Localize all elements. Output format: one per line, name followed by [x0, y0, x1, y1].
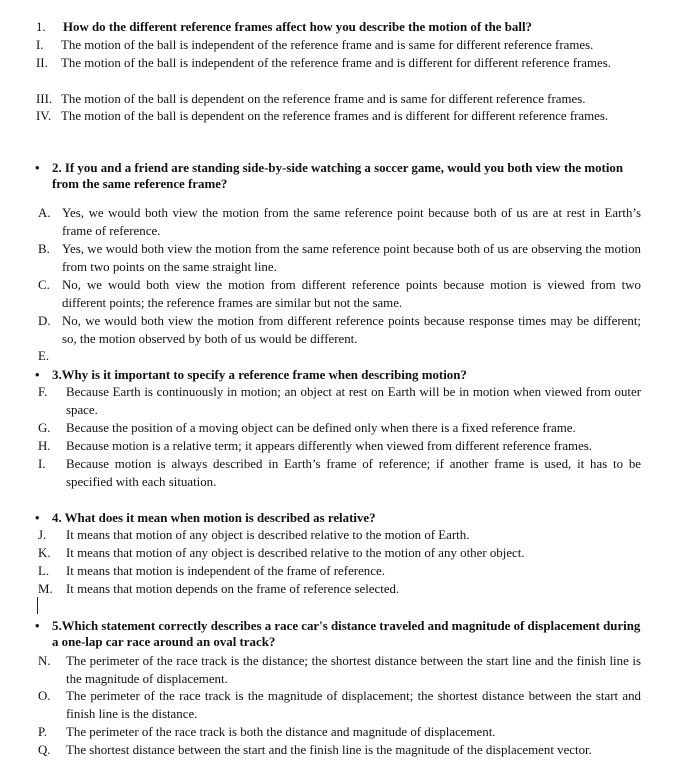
option-item[interactable]: [38, 241, 641, 276]
option-letter: D.: [38, 314, 51, 328]
option-item[interactable]: [38, 205, 641, 240]
option-item[interactable]: [36, 55, 641, 73]
option-text: It means that motion of any object is described relative to the motion of Earth.: [66, 528, 470, 542]
option-letter: O.: [38, 689, 51, 703]
bullet-icon: •: [35, 161, 40, 175]
bullet-icon: •: [35, 619, 40, 633]
question-text: 5.Which statement correctly describes a race car's distance traveled and magnitude of displacement during a one-lap car race around an oval track?: [52, 619, 641, 649]
question-1: [38, 19, 648, 35]
option-text: Yes, we would both view the motion from the same reference point because both of us are at rest in Earth’s frame of reference.: [62, 206, 641, 238]
option-letter: G.: [38, 421, 51, 435]
question-text: 2. If you and a friend are standing side-by-side watching a soccer game, would you both view the motion from the same reference frame?: [52, 161, 624, 191]
option-text: No, we would both view the motion from different reference points because response times may be different; so, the motion observed by both of us would be different.: [62, 314, 641, 346]
option-letter: P.: [38, 725, 47, 739]
option-text: The motion of the ball is independent of the reference frame and is different for different reference frames.: [61, 56, 611, 70]
option-letter: B.: [38, 242, 50, 256]
option-text: It means that motion depends on the frame of reference selected.: [66, 582, 400, 596]
option-letter: M.: [38, 582, 53, 596]
question-5: [35, 618, 641, 650]
text-cursor: [37, 597, 38, 614]
option-item[interactable]: [38, 724, 641, 742]
option-text: It means that motion is independent of the frame of reference.: [66, 564, 385, 578]
option-item[interactable]: [38, 438, 641, 456]
option-item[interactable]: [38, 313, 641, 348]
option-letter: L.: [38, 564, 50, 578]
option-item[interactable]: [36, 91, 641, 109]
option-text: Because motion is a relative term; it appears differently when viewed from different reference frames.: [66, 439, 593, 453]
option-letter: C.: [38, 278, 50, 292]
option-text: Because Earth is continuously in motion; an object at rest on Earth will be in motion when viewed from outer space.: [66, 385, 641, 417]
option-text: The perimeter of the race track is the magnitude of displacement; the shortest distance between the start and finish line is the distance.: [66, 689, 641, 721]
option-letter: K.: [38, 546, 51, 560]
option-text: The shortest distance between the start and the finish line is the magnitude of the displacement vector.: [66, 743, 592, 757]
bullet-icon: •: [35, 368, 40, 382]
option-letter: E.: [38, 349, 50, 363]
option-text: No, we would both view the motion from different reference points because motion is viewed from two different points; the reference frames are similar but not the same.: [62, 278, 641, 310]
question-2: [35, 160, 641, 192]
question-4: [35, 510, 641, 526]
option-letter: Q.: [38, 743, 51, 757]
question-3: [35, 367, 641, 383]
option-text: It means that motion of any object is described relative to the motion of any other object.: [66, 546, 525, 560]
option-text: The perimeter of the race track is both the distance and magnitude of displacement.: [66, 725, 496, 739]
option-text: The perimeter of the race track is the distance; the shortest distance between the start line and the finish line is the magnitude of displacement.: [66, 654, 641, 686]
option-letter: H.: [38, 439, 51, 453]
option-text: The motion of the ball is dependent on the reference frame and is same for different reference frames.: [61, 92, 586, 106]
option-item[interactable]: [38, 742, 641, 760]
option-item[interactable]: [38, 527, 641, 545]
question-number: 1.: [36, 20, 46, 34]
option-letter: J.: [38, 528, 47, 542]
option-letter: II.: [36, 56, 48, 70]
option-item[interactable]: [38, 456, 641, 491]
option-text: The motion of the ball is dependent on the reference frames and is different for different reference frames.: [61, 109, 609, 123]
question-text: How do the different reference frames affect how you describe the motion of the ball?: [63, 20, 532, 34]
bullet-icon: •: [35, 511, 40, 525]
option-item[interactable]: [38, 653, 641, 688]
option-item[interactable]: [38, 277, 641, 312]
option-item[interactable]: [36, 37, 641, 55]
option-text: Because motion is always described in Earth’s frame of reference; if another frame is used, it has to be specified with each situation.: [66, 457, 641, 489]
option-letter: I.: [36, 38, 44, 52]
option-letter: IV.: [36, 109, 52, 123]
option-letter: F.: [38, 385, 48, 399]
option-text: The motion of the ball is independent of the reference frame and is same for different reference frames.: [61, 38, 594, 52]
option-item[interactable]: [38, 384, 641, 419]
option-text: Yes, we would both view the motion from the same reference point because both of us are observing the motion from two points on the same straight line.: [62, 242, 641, 274]
question-text: 4. What does it mean when motion is described as relative?: [52, 511, 376, 525]
option-item[interactable]: [38, 581, 641, 599]
option-letter: III.: [36, 92, 53, 106]
option-item[interactable]: [38, 545, 641, 563]
option-text: Because the position of a moving object can be defined only when there is a fixed reference frame.: [66, 421, 576, 435]
option-item[interactable]: [38, 688, 641, 723]
option-item[interactable]: [36, 108, 641, 126]
question-text: 3.Why is it important to specify a reference frame when describing motion?: [52, 368, 467, 382]
option-item[interactable]: [38, 563, 641, 581]
option-letter: N.: [38, 654, 51, 668]
option-letter: A.: [38, 206, 51, 220]
option-letter: I.: [38, 457, 46, 471]
option-item[interactable]: [38, 420, 641, 438]
